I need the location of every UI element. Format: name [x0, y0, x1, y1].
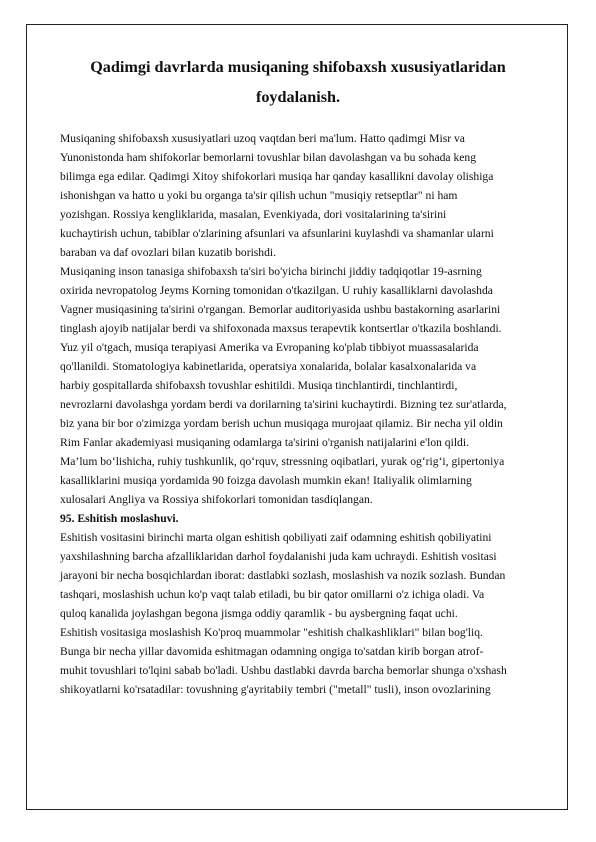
text-line: ishonishgan va hatto u yoki bu organga ta'sir qilish uchun "musiqiy retseptlar" ni ham: [60, 189, 458, 202]
text-line: yaxshilashning barcha afzalliklaridan darhol foydalanishi juda kam uchraydi. Eshitish vositasi: [60, 550, 497, 563]
text-line: xulosalari Angliya va Rossiya shifokorlari tomonidan tasdiqlangan.: [60, 493, 373, 506]
text-line: biz yana bir bor o'zimizga yordam berish uchun musiqaga murojaat qilamiz. Bir necha yil oldin: [60, 417, 503, 430]
text-line: quloq kanalida joylashgan begona jismga oddiy qaramlik - bu aysbergning faqat uchi.: [60, 607, 458, 620]
text-line: Yuz yil o'tgach, musiqa terapiyasi Amerika va Evropaning ko'plab tibbiyot muassasalarida: [60, 341, 479, 354]
text-line: bilimga ega edilar. Qadimgi Xitoy shifokorlari musiqa har qanday kasallikni davolay olishiga: [60, 170, 494, 183]
text-line: Rim Fanlar akademiyasi musiqaning odamlarga ta'sirini o'rganish natijalarini e'lon qildi.: [60, 436, 469, 449]
text-line: Yunonistonda ham shifokorlar bemorlarni tovushlar bilan davolashgan va bu sohada keng: [60, 151, 476, 164]
text-line: jarayoni bir necha bosqichlardan iborat: dastlabki sozlash, moslashish va nozik sozlash. Bundan: [60, 569, 506, 582]
text-line: harbiy gospitallarda shifobaxsh tovushlar eshitildi. Musiqa tinchlantirdi, tinchlantirdi,: [60, 379, 458, 392]
text-line: Eshitish vositasini birinchi marta olgan eshitish qobiliyati zaif odamning eshitish qobiliyatini: [60, 531, 492, 544]
text-line: kasalliklarini musiqa yordamida 90 foizga davolash mumkin ekan! Italiyalik olimlarning: [60, 474, 472, 487]
text-line: shikoyatlarni ko'rsatadilar: tovushning g'ayritabiiy tembri ("metall" tusli), inson ovozlarining: [60, 683, 491, 696]
text-line: tashqari, moslashish uchun ko'p vaqt talab etiladi, bu bir qator omillarni o'z ichiga oladi. Va: [60, 588, 485, 601]
text-line: yozishgan. Rossiya kengliklarida, masalan, Evenkiyada, dori vositalarining ta'sirini: [60, 208, 447, 221]
section-heading: 95. Eshitish moslashuvi.: [60, 512, 179, 525]
text-line: tinglash ajoyib natijalar berdi va shifoxonada maxsus terapevtik kontsertlar o'tkazila boshlandi.: [60, 322, 502, 335]
body-text: [60, 129, 540, 699]
text-line: kuchaytirish uchun, tabiblar o'zlarining afsunlari va afsunlarini kuylashdi va shamanlar ularni: [60, 227, 494, 240]
text-line: Vagner musiqasining ta'sirini o'rgangan. Bemorlar auditoriyasida ushbu bastakorning asarlarini: [60, 303, 501, 316]
document-title-line-1: Qadimgi davrlarda musiqaning shifobaxsh xususiyatlaridan: [90, 58, 506, 76]
text-line: oxirida nevropatolog Jeyms Korning tomonidan o'tkazilgan. U ruhiy kasalliklarni davolashda: [60, 284, 493, 297]
text-line: Bunga bir necha yillar davomida eshitmagan odamning ongiga to'satdan kirib borgan atrof-: [60, 645, 484, 658]
text-line: nevrozlarni davolashga yordam berdi va dorilarning ta'sirini kuchaytirdi. Bizning tez sur'atlarda,: [60, 398, 507, 411]
text-line: Eshitish vositasiga moslashish Ko'proq muammolar "eshitish chalkashliklari" bilan bog'liq.: [60, 626, 483, 639]
text-line: Ma’lum bo‘lishicha, ruhiy tushkunlik, qo‘rquv, stressning oqibatlari, yurak og‘rig‘i, gipertoniya: [60, 455, 505, 468]
document-title-line-2: foydalanish.: [255, 88, 341, 106]
text-line: baraban va daf ovozlari bilan kuzatib borishdi.: [60, 246, 277, 259]
text-line: muhit tovushlari to'lqini sabab bo'ladi. Ushbu dastlabki davrda barcha bemorlar shunga o'xshash: [60, 664, 507, 677]
text-line: Musiqaning shifobaxsh xususiyatlari uzoq vaqtdan beri ma'lum. Hatto qadimgi Misr va: [60, 132, 465, 145]
text-line: Musiqaning inson tanasiga shifobaxsh ta'siri bo'yicha birinchi jiddiy tadqiqotlar 19-asrning: [60, 265, 482, 278]
text-line: qo'llanildi. Stomatologiya kabinetlarida, operatsiya xonalarida, bolalar kasalxonalarida va: [60, 360, 477, 373]
